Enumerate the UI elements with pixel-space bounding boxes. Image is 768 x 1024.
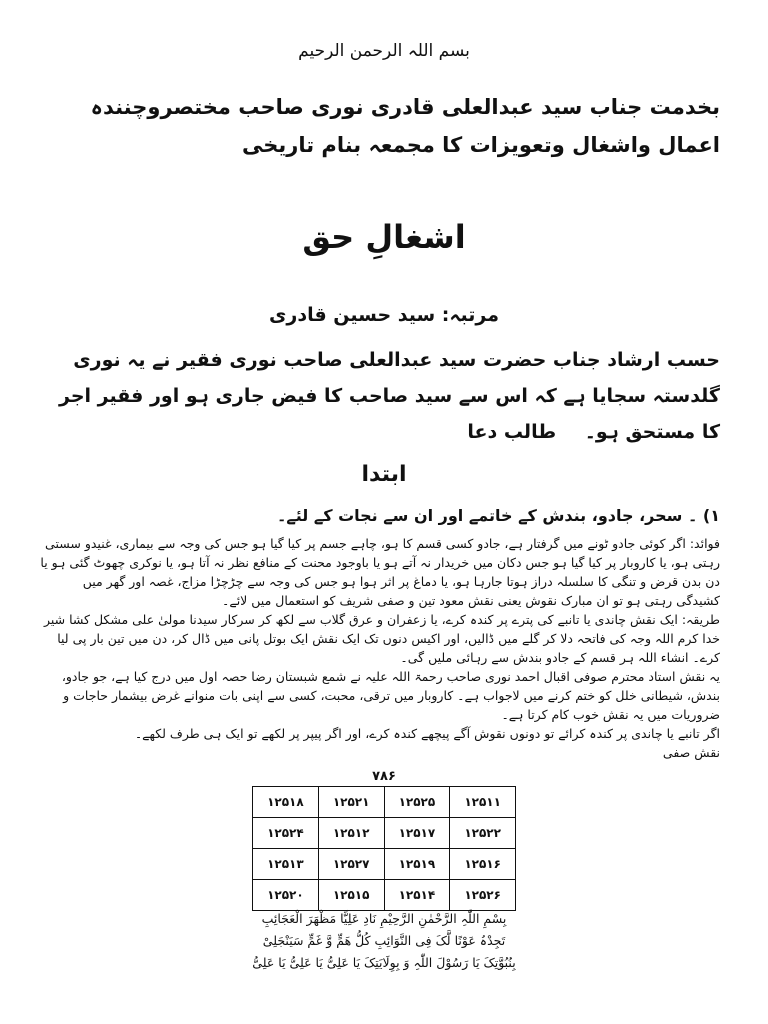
paragraph-naqsh-label: نقش صفی: [662, 745, 720, 760]
item-heading: ۱) ۔ سحر، جادو، بندش کے خاتمے اور ان سے نجات کے لئے۔: [276, 506, 720, 525]
section-heading: ابتدا: [361, 462, 407, 487]
intro-text: حسب ارشاد جناب حضرت سید عبدالعلی صاحب نوری فقیر نے یہ نوری گلدستہ سجایا ہے کہ اس سے سید صاحب کا فیض جاری ہو اور فقیر اجر کا مستحق ہو۔: [59, 349, 720, 443]
table-cell: ۱۲۵۲۱: [318, 787, 384, 818]
table-cell: ۱۲۵۱۴: [384, 880, 450, 911]
paragraph-instruction: اگر تانبے یا چاندی پر کندہ کرائے تو دونوں نقوش آگے پیچھے کندہ کرے، اور اگر پیپر پر لکھے تو ایک ہی طرف لکھے۔: [134, 726, 720, 741]
compiler-line: مرتبہ: سید حسین قادری: [268, 304, 500, 326]
dua-block: [0, 908, 768, 974]
dua-line: تَجِدْہُ عَوْنًا لَّکَ فِی النَّوَائِبِ کُلُّ ھَمٍّ وَّ غَمٍّ سَیَنْجَلِیْ: [262, 933, 506, 948]
naqsh-number: ۷۸۶: [372, 769, 396, 784]
table-cell: ۱۲۵۱۵: [318, 880, 384, 911]
table-cell: ۱۲۵۲۷: [318, 849, 384, 880]
main-title: اشغالِ حق: [302, 218, 466, 256]
table-cell: ۱۲۵۲۵: [384, 787, 450, 818]
naqsh-table: [252, 786, 516, 911]
table-cell: ۱۲۵۱۸: [253, 787, 319, 818]
dua-line: بِنُبُوَّتِکَ یَا رَسُوْلَ اللّٰہِ وَ بِوِلَایَتِکَ یَا عَلِیُّ یَا عَلِیُّ یَا عَلِیُّ: [252, 955, 516, 970]
dedication-title: بخدمت جناب سید عبدالعلی قادری نوری صاحب مختصروچنندہ اعمال واشغال وتعویزات کا مجمعہ بنام تاریخی: [90, 95, 720, 157]
table-cell: ۱۲۵۱۱: [450, 787, 516, 818]
body-text: [40, 534, 720, 762]
table-cell: ۱۲۵۱۶: [450, 849, 516, 880]
intro-paragraph: [40, 342, 720, 450]
table-cell: ۱۲۵۲۶: [450, 880, 516, 911]
intro-signature: طالب دعا: [467, 421, 557, 443]
table-cell: ۱۲۵۱۳: [253, 849, 319, 880]
table-cell: ۱۲۵۲۴: [253, 818, 319, 849]
table-cell: ۱۲۵۱۹: [384, 849, 450, 880]
table-cell: ۱۲۵۱۲: [318, 818, 384, 849]
table-cell: ۱۲۵۱۷: [384, 818, 450, 849]
table-cell: ۱۲۵۲۲: [450, 818, 516, 849]
table-row: [253, 818, 516, 849]
paragraph-source: یہ نقش استاد محترم صوفی اقبال احمد نوری صاحب رحمۃ اللہ علیہ نے شمع شبستان رضا حصہ اول میں درج کیا ہے، جو جادو، بندش، شیطانی خلل کو ختم کرنے میں لاجواب ہے۔ کاروبار میں ترقی، محبت، کسی سے اپنی بات منوانے غرض بیشمار حاجات و ضروریات میں یہ نقش خوب کام کرتا ہے۔: [61, 669, 720, 722]
table-row: [253, 880, 516, 911]
bismillah: بسم اللہ الرحمن الرحیم: [298, 41, 470, 61]
dua-line: بِسْمِ اللّٰہِ الرَّحْمٰنِ الرَّحِیْمِ نَادِ عَلِیًّا مَظْھَرَ الْعَجَائِبِ: [261, 911, 507, 926]
paragraph-benefits: فوائد: اگر کوئی جادو ٹونے میں گرفتار ہے، جادو کسی قسم کا ہو، چاہے جسم پر کیا گیا ہو جس کی وجہ سے بیماری، غنیدو سستی رہتی ہو، یا کاروبار پر کیا گیا ہو جس دکان میں خریدار نہ آتے ہو یا باوجود محنت کے منافع نظر نہ آتا ہو، یا نوکری چھوٹ گئی ہو یا دن بدن قرض و تنگی کا سلسلہ دراز ہوتا جارہا ہو، یا دماغ پر اثر ہوا ہو جس کی وجہ سے چڑچڑا مزاج، غصہ اور گھر میں کشیدگی رہتی ہو تو ان مبارک نقوش یعنی نقش معود تین و صفی شریف کو استعمال میں لائے۔: [40, 536, 720, 608]
table-row: [253, 787, 516, 818]
table-row: [253, 849, 516, 880]
paragraph-method: طریقہ: ایک نقش چاندی یا تانبے کی پترے پر کندہ کرے، یا زعفران و عرق گلاب سے لکھ کر سرکار سیدنا مولیٰ علی مشکل کشا شیر خدا کرم اللہ وجہ کی فاتحہ دلا کر گلے میں ڈالیں، اور اکیس دنوں تک ایک نقش ایک بوتل پانی میں ڈال کر، دن میں تین بار پی لیا کرے۔ انشاء اللہ ہر قسم کے جادو بندش سے رہائی ملیں گی۔: [43, 612, 720, 665]
table-cell: ۱۲۵۲۰: [253, 880, 319, 911]
